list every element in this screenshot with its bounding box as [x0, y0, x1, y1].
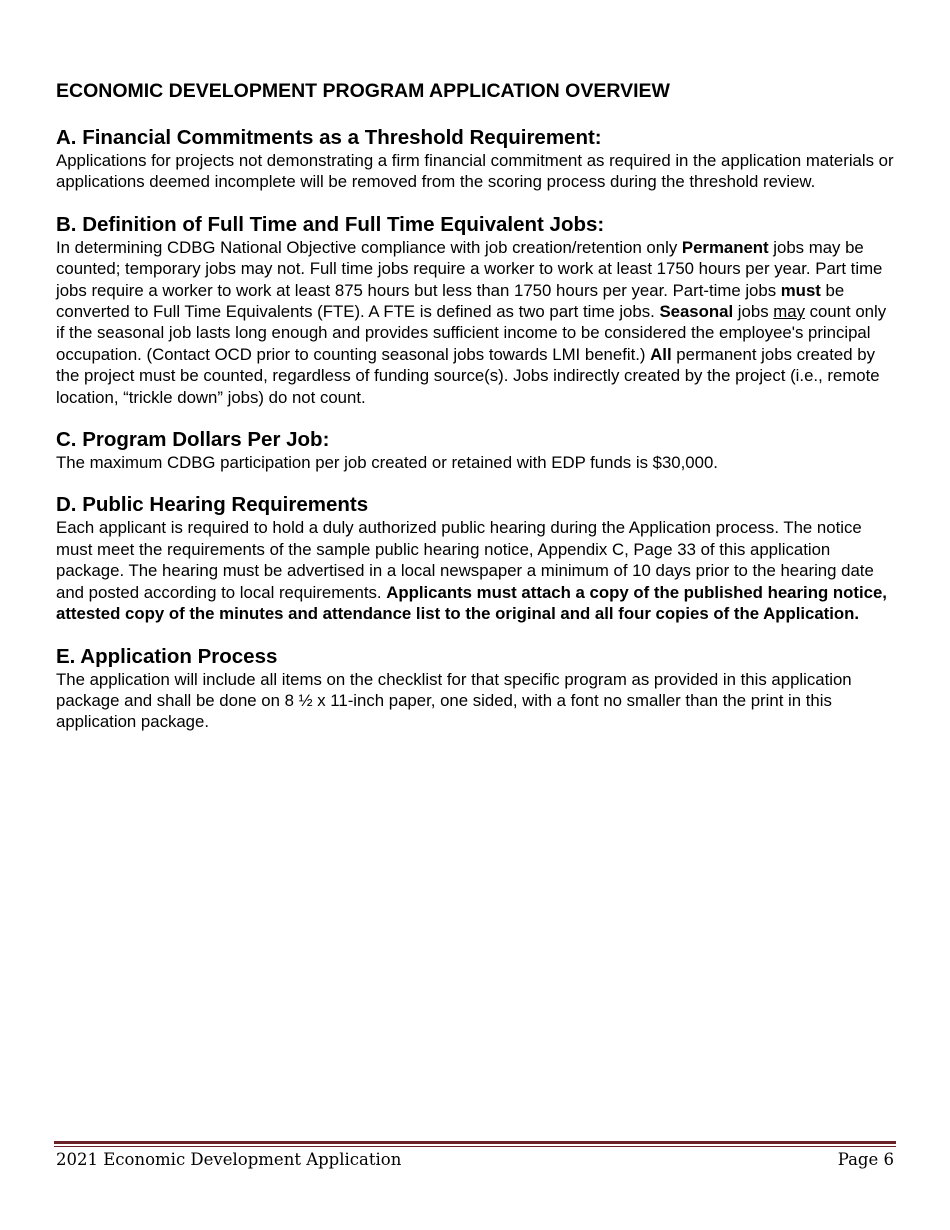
section-c-heading: C. Program Dollars Per Job: — [56, 428, 330, 452]
section-b-emphasis: Permanent — [681, 237, 769, 257]
section-b-emphasis: must — [780, 280, 821, 300]
section-b-text: count only if the seasonal job lasts long enough and provides sufficient income to be considered the employee's principal occupation. (Contact OCD prior to counting seasonal jobs towards LMI benefit.) — [56, 302, 887, 364]
page-footer — [56, 1150, 894, 1169]
section-c-body: The maximum CDBG participation per job created or retained with EDP funds is $30,000. — [56, 453, 718, 473]
section-e — [56, 645, 896, 733]
document-page — [56, 78, 896, 753]
section-d-heading: D. Public Hearing Requirements — [56, 493, 369, 517]
document-title: ECONOMIC DEVELOPMENT PROGRAM APPLICATION OVERVIEW — [56, 80, 670, 102]
section-b-text: jobs — [733, 302, 774, 322]
section-d-body — [56, 517, 896, 624]
section-d-emphasis: Applicants must attach a copy of the published hearing notice, attested copy of the minutes and attendance list to the original and all four copies of the Application. — [56, 582, 887, 624]
footer-divider-thin — [54, 1146, 896, 1147]
section-a-body: Applications for projects not demonstrating a firm financial commitment as required in the application materials or applications deemed incomplete will be removed from the scoring process during the threshold review. — [56, 151, 894, 192]
section-b-text: In determining CDBG National Objective compliance with job creation/retention only — [56, 237, 682, 257]
section-c — [56, 428, 896, 473]
section-b-text: permanent jobs created by the project must be counted, regardless of funding source(s). Jobs indirectly created by the project (i.e., remote location, “trickle down” jobs) do not count. — [56, 344, 880, 407]
section-d-text: Each applicant is required to hold a duly authorized public hearing during the Application process. The notice must meet the requirements of the sample public hearing notice, Appendix C, Page 33 of this application package. The hearing must be advertised in a local newspaper a minimum of 10 days prior to the hearing date and posted according to local requirements. — [56, 518, 874, 602]
section-e-body: The application will include all items on the checklist for that specific program as provided in this application package and shall be done on 8 ½ x 11-inch paper, one sided, with a font no smaller than the print in this application package. — [56, 669, 852, 732]
section-a — [56, 126, 896, 193]
section-b-text: be converted to Full Time Equivalents (FTE). A FTE is defined as two part time jobs. — [56, 280, 845, 322]
section-b-body — [56, 237, 896, 408]
section-b-text: jobs may be counted; temporary jobs may not. Full time jobs require a worker to work at least 1750 hours per year. Part time jobs require a worker to work at least 875 hours but less than 1750 hours per year. Part-time jobs — [56, 237, 883, 300]
section-b-heading: B. Definition of Full Time and Full Time Equivalent Jobs: — [56, 212, 605, 236]
section-b-emphasis: All — [650, 344, 672, 364]
section-a-heading: A. Financial Commitments as a Threshold Requirement: — [56, 126, 602, 149]
section-e-heading: E. Application Process — [56, 644, 278, 668]
section-b-emphasis: Seasonal — [659, 302, 734, 322]
section-b-underline: may — [773, 302, 805, 322]
footer-divider — [54, 1141, 896, 1144]
footer-page-number: Page 6 — [837, 1150, 894, 1169]
section-b — [56, 213, 896, 408]
section-d — [56, 493, 896, 624]
footer-document-name: 2021 Economic Development Application — [56, 1150, 402, 1169]
